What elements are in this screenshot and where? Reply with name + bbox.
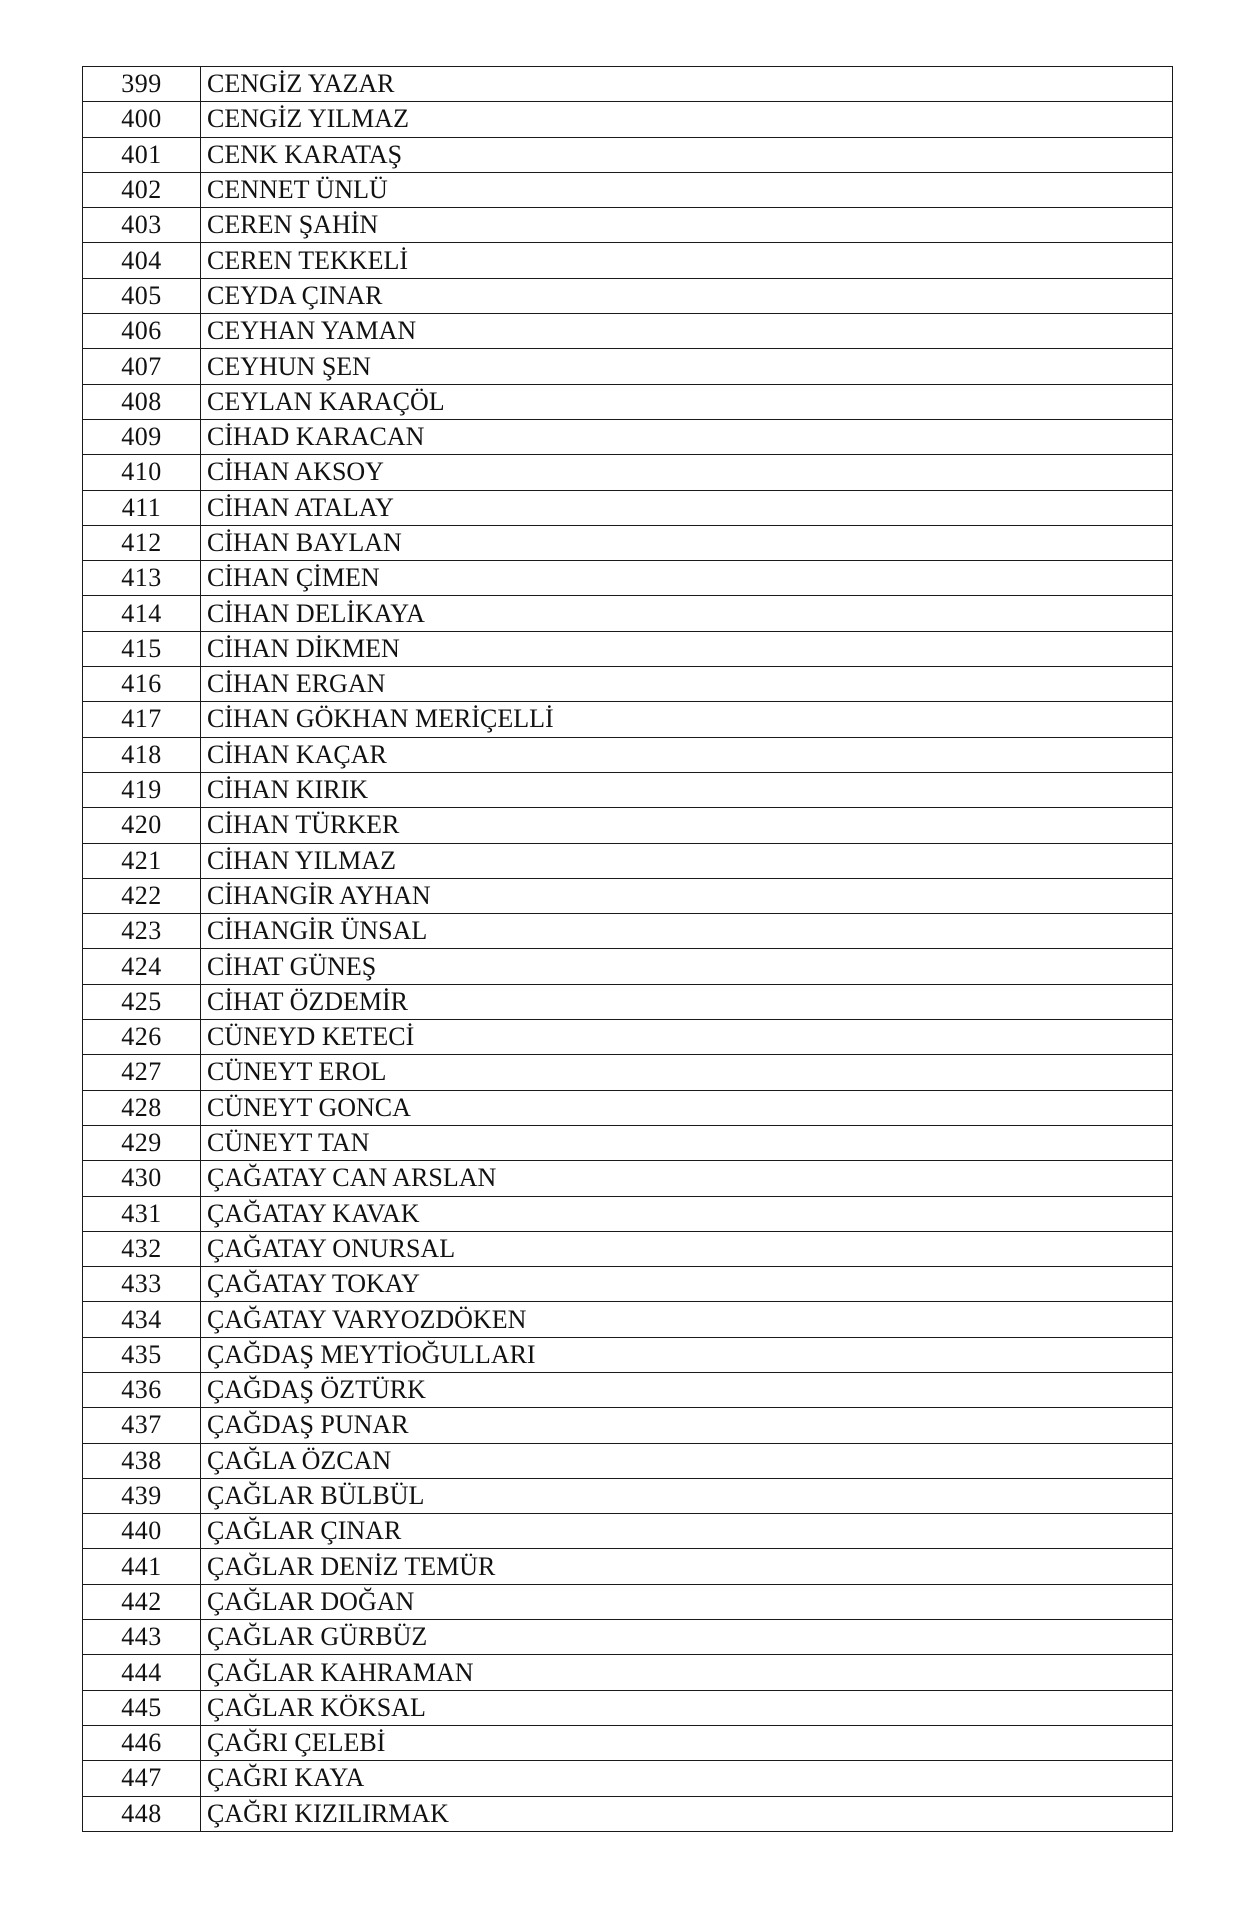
table-row xyxy=(83,737,1173,772)
person-name: ÇAĞDAŞ PUNAR xyxy=(201,1408,1173,1443)
row-number: 406 xyxy=(83,314,201,349)
row-number: 407 xyxy=(83,349,201,384)
person-name: ÇAĞLA ÖZCAN xyxy=(201,1443,1173,1478)
row-number: 424 xyxy=(83,949,201,984)
table-row xyxy=(83,1090,1173,1125)
table-row xyxy=(83,596,1173,631)
person-name: CİHAN GÖKHAN MERİÇELLİ xyxy=(201,702,1173,737)
person-name: CİHAT GÜNEŞ xyxy=(201,949,1173,984)
person-name: CİHAN KAÇAR xyxy=(201,737,1173,772)
table-row xyxy=(83,455,1173,490)
person-name: CİHAN DELİKAYA xyxy=(201,596,1173,631)
table-row xyxy=(83,914,1173,949)
table-row xyxy=(83,419,1173,454)
table-row xyxy=(83,490,1173,525)
person-name: CİHAN AKSOY xyxy=(201,455,1173,490)
table-row xyxy=(83,631,1173,666)
row-number: 412 xyxy=(83,525,201,560)
row-number: 425 xyxy=(83,984,201,1019)
row-number: 423 xyxy=(83,914,201,949)
person-name: CİHAN ÇİMEN xyxy=(201,561,1173,596)
row-number: 440 xyxy=(83,1514,201,1549)
person-name: ÇAĞLAR KAHRAMAN xyxy=(201,1655,1173,1690)
table-row xyxy=(83,314,1173,349)
row-number: 408 xyxy=(83,384,201,419)
row-number: 433 xyxy=(83,1267,201,1302)
table-row xyxy=(83,1443,1173,1478)
table-row xyxy=(83,1055,1173,1090)
person-name: ÇAĞLAR BÜLBÜL xyxy=(201,1478,1173,1513)
person-name: CİHAN TÜRKER xyxy=(201,808,1173,843)
row-number: 399 xyxy=(83,67,201,102)
row-number: 421 xyxy=(83,843,201,878)
person-name: CİHAT ÖZDEMİR xyxy=(201,984,1173,1019)
table-row xyxy=(83,808,1173,843)
table-row xyxy=(83,878,1173,913)
row-number: 409 xyxy=(83,419,201,454)
table-row xyxy=(83,1690,1173,1725)
table-row xyxy=(83,984,1173,1019)
row-number: 403 xyxy=(83,208,201,243)
person-name: ÇAĞATAY TOKAY xyxy=(201,1267,1173,1302)
person-name: ÇAĞRI KIZILIRMAK xyxy=(201,1796,1173,1831)
row-number: 422 xyxy=(83,878,201,913)
row-number: 446 xyxy=(83,1725,201,1760)
person-name: CİHAN DİKMEN xyxy=(201,631,1173,666)
person-name: ÇAĞLAR GÜRBÜZ xyxy=(201,1620,1173,1655)
row-number: 430 xyxy=(83,1161,201,1196)
person-name: CEREN TEKKELİ xyxy=(201,243,1173,278)
row-number: 427 xyxy=(83,1055,201,1090)
row-number: 437 xyxy=(83,1408,201,1443)
table-row xyxy=(83,67,1173,102)
row-number: 410 xyxy=(83,455,201,490)
person-name: CEYLAN KARAÇÖL xyxy=(201,384,1173,419)
person-name: ÇAĞATAY ONURSAL xyxy=(201,1231,1173,1266)
person-name: CEREN ŞAHİN xyxy=(201,208,1173,243)
table-row xyxy=(83,1161,1173,1196)
row-number: 416 xyxy=(83,667,201,702)
person-name: CÜNEYT GONCA xyxy=(201,1090,1173,1125)
name-list-body xyxy=(83,67,1173,1832)
row-number: 434 xyxy=(83,1302,201,1337)
row-number: 415 xyxy=(83,631,201,666)
table-row xyxy=(83,561,1173,596)
table-row xyxy=(83,243,1173,278)
table-row xyxy=(83,949,1173,984)
person-name: CEYHUN ŞEN xyxy=(201,349,1173,384)
row-number: 417 xyxy=(83,702,201,737)
person-name: CİHAN KIRIK xyxy=(201,772,1173,807)
row-number: 418 xyxy=(83,737,201,772)
row-number: 400 xyxy=(83,102,201,137)
person-name: CİHAD KARACAN xyxy=(201,419,1173,454)
table-row xyxy=(83,667,1173,702)
row-number: 405 xyxy=(83,278,201,313)
person-name: CEYDA ÇINAR xyxy=(201,278,1173,313)
table-row xyxy=(83,1020,1173,1055)
row-number: 432 xyxy=(83,1231,201,1266)
row-number: 402 xyxy=(83,172,201,207)
table-row xyxy=(83,1302,1173,1337)
table-row xyxy=(83,1337,1173,1372)
row-number: 448 xyxy=(83,1796,201,1831)
row-number: 445 xyxy=(83,1690,201,1725)
table-row xyxy=(83,102,1173,137)
table-row xyxy=(83,1655,1173,1690)
row-number: 413 xyxy=(83,561,201,596)
table-row xyxy=(83,1125,1173,1160)
table-row xyxy=(83,1372,1173,1407)
table-row xyxy=(83,1796,1173,1831)
person-name: CÜNEYT TAN xyxy=(201,1125,1173,1160)
table-row xyxy=(83,1231,1173,1266)
person-name: ÇAĞLAR ÇINAR xyxy=(201,1514,1173,1549)
table-row xyxy=(83,384,1173,419)
person-name: CİHANGİR ÜNSAL xyxy=(201,914,1173,949)
person-name: CİHAN ERGAN xyxy=(201,667,1173,702)
person-name: ÇAĞATAY VARYOZDÖKEN xyxy=(201,1302,1173,1337)
table-row xyxy=(83,843,1173,878)
person-name: ÇAĞLAR KÖKSAL xyxy=(201,1690,1173,1725)
person-name: ÇAĞRI KAYA xyxy=(201,1761,1173,1796)
person-name: CİHAN ATALAY xyxy=(201,490,1173,525)
person-name: ÇAĞLAR DOĞAN xyxy=(201,1584,1173,1619)
name-list-table xyxy=(82,66,1173,1832)
row-number: 414 xyxy=(83,596,201,631)
row-number: 443 xyxy=(83,1620,201,1655)
row-number: 435 xyxy=(83,1337,201,1372)
table-row xyxy=(83,172,1173,207)
row-number: 428 xyxy=(83,1090,201,1125)
person-name: ÇAĞDAŞ ÖZTÜRK xyxy=(201,1372,1173,1407)
row-number: 426 xyxy=(83,1020,201,1055)
table-row xyxy=(83,525,1173,560)
person-name: CENGİZ YAZAR xyxy=(201,67,1173,102)
table-row xyxy=(83,1761,1173,1796)
person-name: ÇAĞATAY CAN ARSLAN xyxy=(201,1161,1173,1196)
table-row xyxy=(83,1584,1173,1619)
table-row xyxy=(83,1408,1173,1443)
table-row xyxy=(83,278,1173,313)
person-name: CİHANGİR AYHAN xyxy=(201,878,1173,913)
person-name: CİHAN BAYLAN xyxy=(201,525,1173,560)
row-number: 411 xyxy=(83,490,201,525)
row-number: 404 xyxy=(83,243,201,278)
person-name: ÇAĞRI ÇELEBİ xyxy=(201,1725,1173,1760)
table-row xyxy=(83,702,1173,737)
table-row xyxy=(83,349,1173,384)
row-number: 419 xyxy=(83,772,201,807)
person-name: ÇAĞDAŞ MEYTİOĞULLARI xyxy=(201,1337,1173,1372)
row-number: 439 xyxy=(83,1478,201,1513)
row-number: 441 xyxy=(83,1549,201,1584)
row-number: 436 xyxy=(83,1372,201,1407)
table-row xyxy=(83,1267,1173,1302)
table-row xyxy=(83,1725,1173,1760)
table-row xyxy=(83,1620,1173,1655)
person-name: CİHAN YILMAZ xyxy=(201,843,1173,878)
row-number: 420 xyxy=(83,808,201,843)
person-name: CENNET ÜNLÜ xyxy=(201,172,1173,207)
table-row xyxy=(83,208,1173,243)
person-name: ÇAĞLAR DENİZ TEMÜR xyxy=(201,1549,1173,1584)
row-number: 429 xyxy=(83,1125,201,1160)
person-name: CÜNEYD KETECİ xyxy=(201,1020,1173,1055)
person-name: CENGİZ YILMAZ xyxy=(201,102,1173,137)
table-row xyxy=(83,772,1173,807)
table-row xyxy=(83,1478,1173,1513)
row-number: 401 xyxy=(83,137,201,172)
row-number: 447 xyxy=(83,1761,201,1796)
table-row xyxy=(83,1514,1173,1549)
table-row xyxy=(83,1196,1173,1231)
table-row xyxy=(83,1549,1173,1584)
row-number: 438 xyxy=(83,1443,201,1478)
person-name: CÜNEYT EROL xyxy=(201,1055,1173,1090)
person-name: CEYHAN YAMAN xyxy=(201,314,1173,349)
row-number: 444 xyxy=(83,1655,201,1690)
table-row xyxy=(83,137,1173,172)
row-number: 442 xyxy=(83,1584,201,1619)
person-name: ÇAĞATAY KAVAK xyxy=(201,1196,1173,1231)
person-name: CENK KARATAŞ xyxy=(201,137,1173,172)
row-number: 431 xyxy=(83,1196,201,1231)
